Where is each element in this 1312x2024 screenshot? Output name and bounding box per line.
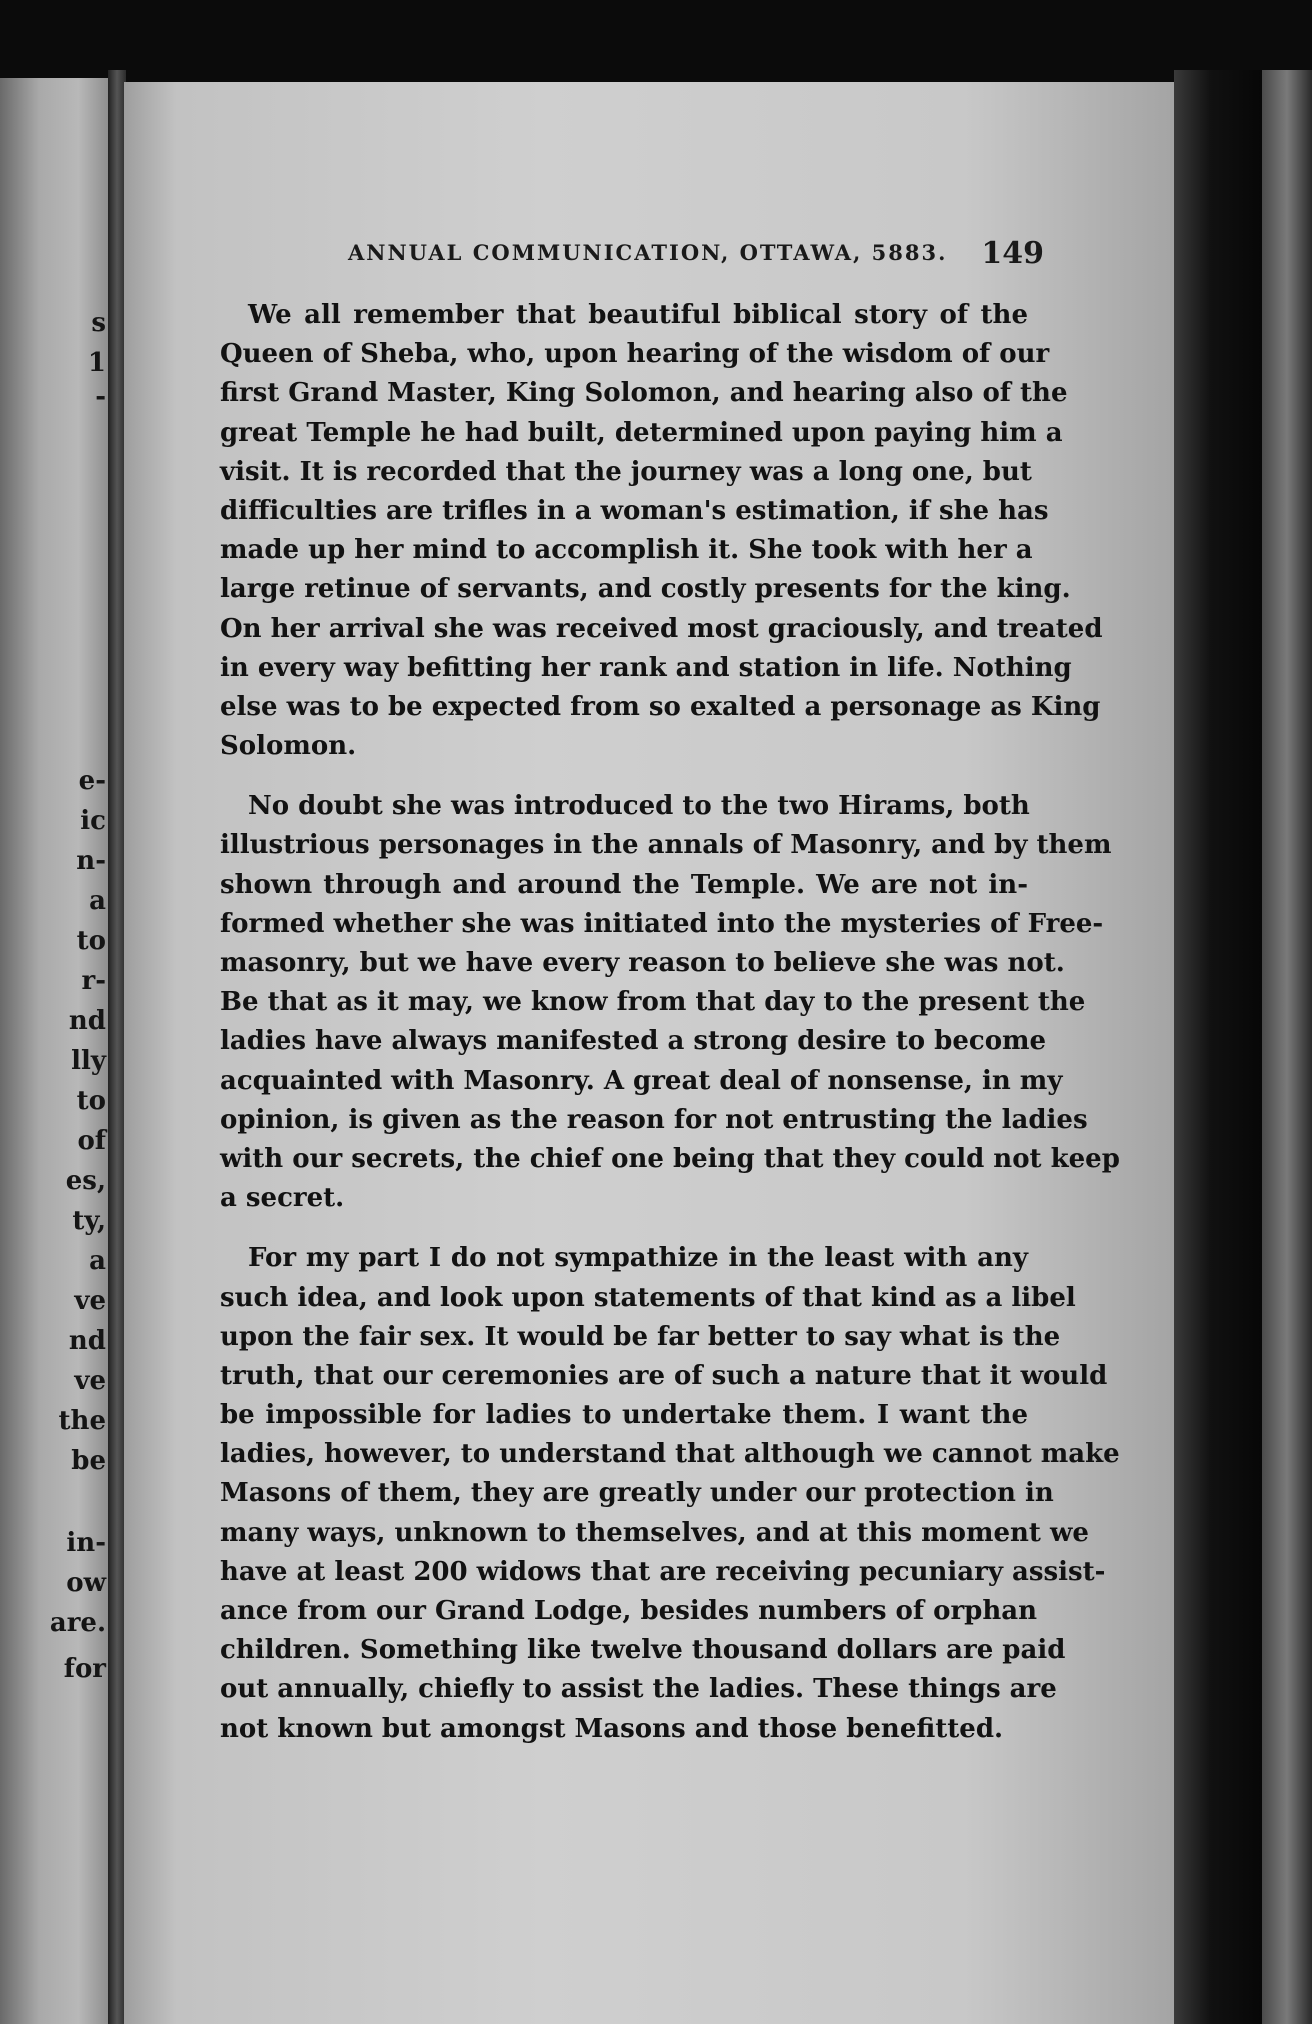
- left-page-fragment: are.: [49, 1608, 106, 1638]
- left-page-fragment: es,: [65, 1166, 106, 1196]
- text-line: No doubt she was introduced to the two Hirams, both: [248, 791, 1030, 822]
- left-page-fragment: -: [95, 382, 106, 412]
- left-page-fragment: ve: [74, 1366, 106, 1396]
- paragraph-2: [220, 787, 1120, 1218]
- left-page-fragment: for: [63, 1654, 106, 1684]
- text-line: shown through and around the Temple. We are not in-: [220, 869, 1028, 900]
- left-page-fragment: in-: [66, 1528, 106, 1558]
- text-line: be impossible for ladies to undertake them. I want the: [220, 1400, 1028, 1431]
- text-line: We all remember that beautiful biblical story of the: [248, 300, 1028, 330]
- left-page-fragment: ow: [66, 1568, 106, 1598]
- text-line: a secret.: [220, 1183, 345, 1214]
- left-page-fragment: be: [71, 1446, 106, 1476]
- text-line: Solomon.: [220, 731, 357, 762]
- text-line: illustrious personages in the annals of Masonry, and by them: [220, 830, 1112, 861]
- text-line: out annually, chiefly to assist the ladies. These things are: [220, 1674, 1057, 1705]
- text-line: Be that as it may, we know from that day to the present the: [220, 987, 1086, 1018]
- text-line: great Temple he had built, determined upon paying him a: [220, 417, 1063, 448]
- left-page-fragment: lly: [71, 1046, 106, 1076]
- page-right-shadow: [1174, 70, 1266, 2024]
- text-line: acquainted with Masonry. A great deal of nonsense, in my: [220, 1065, 1063, 1096]
- running-head: ANNUAL COMMUNICATION, OTTAWA, 5883.: [348, 240, 948, 265]
- left-page-fragment: to: [76, 926, 106, 956]
- text-line: For my part I do not sympathize in the least with any: [248, 1243, 1028, 1274]
- left-page-fragment: 1: [87, 348, 106, 378]
- text-line: Queen of Sheba, who, upon hearing of the wisdom of our: [220, 339, 1050, 370]
- left-page-fragment: a: [89, 886, 106, 916]
- text-line: upon the fair sex. It would be far better to say what is the: [220, 1321, 1061, 1352]
- scanner-edge: [1262, 70, 1312, 2024]
- left-page-margin: [0, 78, 112, 2024]
- left-page-fragment: n-: [76, 846, 106, 876]
- text-line: in every way befitting her rank and station in life. Nothing: [220, 652, 1072, 683]
- left-page-fragment: e-: [78, 766, 106, 796]
- text-line: truth, that our ceremonies are of such a nature that it would: [220, 1360, 1108, 1391]
- page-header: [224, 236, 1044, 276]
- text-line: ladies, however, to understand that although we cannot make: [220, 1439, 1120, 1470]
- left-page-fragment: nd: [68, 1006, 106, 1036]
- page-body: [220, 296, 1120, 1770]
- text-line: else was to be expected from so exalted a personage as King: [220, 691, 1101, 722]
- left-page-fragment: to: [76, 1086, 106, 1116]
- text-line: masonry, but we have every reason to believe she was not.: [220, 948, 1065, 978]
- text-line: such idea, and look upon statements of that kind as a libel: [220, 1282, 1076, 1313]
- text-line: have at least 200 widows that are receiving pecuniary assist-: [220, 1556, 1106, 1587]
- text-line: many ways, unknown to themselves, and at this moment we: [220, 1517, 1089, 1548]
- text-line: visit. It is recorded that the journey was a long one, but: [220, 456, 1032, 487]
- paragraph-1: [220, 296, 1103, 766]
- text-line: opinion, is given as the reason for not entrusting the ladies: [220, 1104, 1088, 1135]
- left-page-fragment: nd: [68, 1326, 106, 1356]
- left-page-fragment: s: [91, 308, 106, 338]
- text-line: Masons of them, they are greatly under our protection in: [220, 1478, 1054, 1509]
- text-line: ladies have always manifested a strong desire to become: [220, 1026, 1047, 1057]
- text-line: first Grand Master, King Solomon, and hearing also of the: [220, 378, 1068, 409]
- text-line: formed whether she was initiated into the mysteries of Free-: [220, 908, 1104, 939]
- paragraph-3: [220, 1239, 1120, 1748]
- text-line: difficulties are trifles in a woman's estimation, if she has: [220, 495, 1049, 526]
- text-line: with our secrets, the chief one being that they could not keep: [220, 1143, 1120, 1174]
- left-page-fragment: ve: [74, 1286, 106, 1316]
- text-line: made up her mind to accomplish it. She took with her a: [220, 535, 1033, 566]
- text-line: not known but amongst Masons and those benefitted.: [220, 1713, 1004, 1744]
- text-line: ance from our Grand Lodge, besides numbers of orphan: [220, 1596, 1037, 1626]
- left-page-fragment: ty,: [72, 1206, 106, 1236]
- page-number: 149: [981, 236, 1044, 271]
- left-page-fragment: r-: [81, 966, 106, 996]
- text-line: children. Something like twelve thousand dollars are paid: [220, 1635, 1066, 1666]
- left-page-fragment: the: [58, 1406, 106, 1436]
- text-line: On her arrival she was received most graciously, and treated: [220, 613, 1103, 644]
- left-page-fragment: a: [89, 1246, 106, 1276]
- left-page-fragment: ic: [80, 806, 106, 836]
- left-page-fragment: of: [77, 1126, 106, 1156]
- text-line: large retinue of servants, and costly presents for the king.: [220, 574, 1071, 605]
